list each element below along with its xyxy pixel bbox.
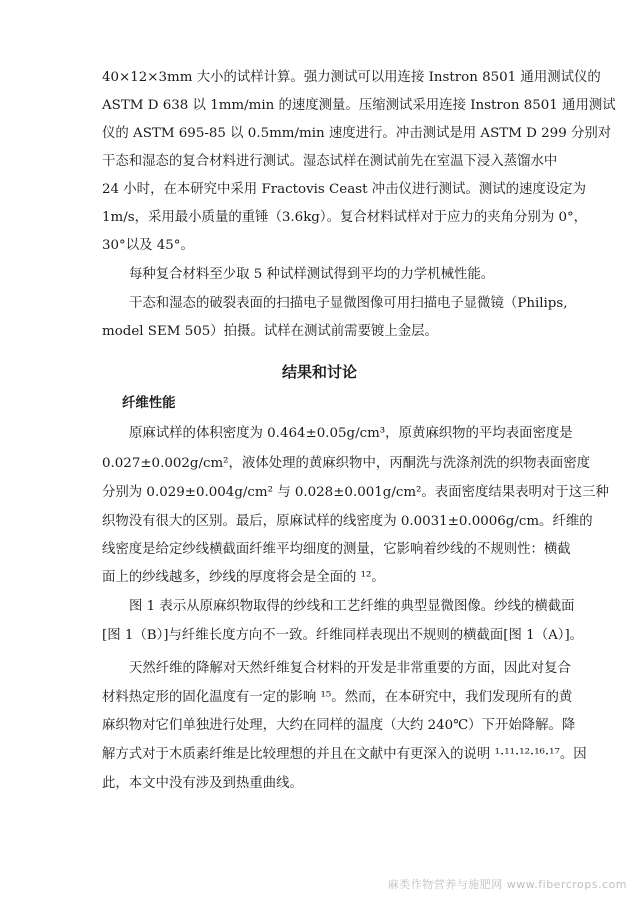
text-line: 线密度是给定纱线横截面纤维平均细度的测量，它影响着纱线的不规则性：横截 [102, 542, 571, 557]
text-line: 原麻试样的体积密度为 0.464±0.05g/cm³，原黄麻织物的平均表面密度是 [129, 426, 573, 441]
text-line: 织物没有很大的区别。最后，原麻试样的线密度为 0.0031±0.0006g/cm。纤维的 [102, 514, 593, 529]
section-heading: 结果和讨论 [281, 363, 357, 381]
text-line: model SEM 505）拍摄。试样在测试前需要镀上金层。 [102, 324, 438, 339]
text-line: 解方式对于木质素纤维是比较理想的并且在文献中有更深入的说明 ¹·¹¹·¹²·¹⁶·¹⁷。因 [102, 747, 587, 762]
watermark: 麻类作物营养与施肥网 www.fibercrops.com [387, 878, 627, 891]
text-line: 面上的纱线越多，纱线的厚度将会是全面的 ¹²。 [102, 570, 385, 585]
text-line: 干态和湿态的破裂表面的扫描电子显微图像可用扫描电子显微镜（Philips, [129, 296, 568, 311]
text-line: 0.027±0.002g/cm²，液体处理的黄麻织物中，丙酮洗与洗涤剂洗的织物表面密度 [102, 456, 591, 471]
text-line: ASTM D 638 以 1mm/min 的速度测量。压缩测试采用连接 Instron 8501 通用测试 [102, 98, 616, 113]
text-line: 40×12×3mm 大小的试样计算。强力测试可以用连接 Instron 8501 通用测试仪的 [102, 70, 601, 85]
text-line: 干态和湿态的复合材料进行测试。湿态试样在测试前先在室温下浸入蒸馏水中 [102, 154, 558, 169]
text-line: 图 1 表示从原麻织物取得的纱线和工艺纤维的典型显微图像。纱线的横截面 [129, 599, 575, 614]
text-line: 30°以及 45°。 [102, 238, 194, 253]
text-line: 每种复合材料至少取 5 种试样测试得到平均的力学机械性能。 [129, 267, 495, 282]
text-line: [图 1（B）]与纤维长度方向不一致。纤维同样表现出不规则的横截面[图 1（A）]。 [102, 628, 584, 643]
text-line: 分别为 0.029±0.004g/cm² 与 0.028±0.001g/cm²。表面密度结果表明对于这三种 [102, 485, 609, 500]
text-line: 1m/s，采用最小质量的重锤（3.6kg）。复合材料试样对于应力的夹角分别为 0°， [102, 210, 588, 225]
text-line: 材料热定形的固化温度有一定的影响 ¹⁵。然而，在本研究中，我们发现所有的黄 [102, 690, 573, 705]
subsection-heading: 纤维性能 [122, 396, 176, 411]
text-line: 仪的 ASTM 695-85 以 0.5mm/min 速度进行。冲击测试是用 ASTM D 299 分别对 [102, 126, 612, 141]
text-line: 麻织物对它们单独进行处理，大约在同样的温度（大约 240℃）下开始降解。降 [102, 718, 576, 733]
text-line: 天然纤维的降解对天然纤维复合材料的开发是非常重要的方面，因此对复合 [129, 661, 571, 676]
text-line: 此，本文中没有涉及到热重曲线。 [102, 776, 303, 791]
text-line: 24 小时，在本研究中采用 Fractovis Ceast 冲击仪进行测试。测试的速度设定为 [102, 182, 586, 197]
